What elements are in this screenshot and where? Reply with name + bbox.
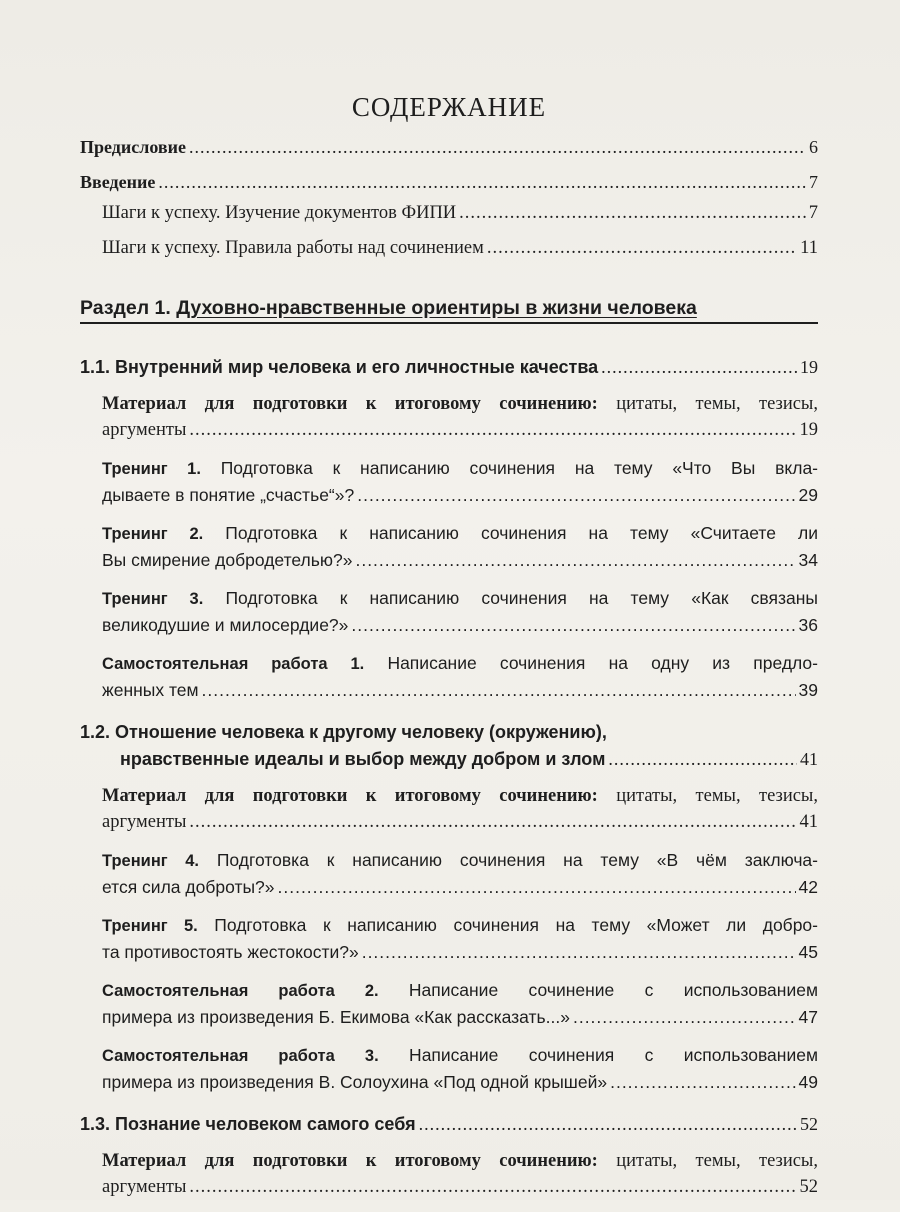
item-bold: Материал для подготовки к итоговому сочинению: xyxy=(102,786,598,806)
leader-dots xyxy=(608,746,797,773)
page-title: СОДЕРЖАНИЕ xyxy=(351,92,547,122)
leader-dots xyxy=(601,354,797,381)
subsection-title: 1.2. Отношение человека к другому человеку (окружению), xyxy=(80,722,607,742)
toc-item[interactable] xyxy=(102,1042,818,1095)
page-number: 41 xyxy=(799,812,818,832)
item-text-cont: аргументы xyxy=(102,812,187,832)
leader-dots xyxy=(351,612,795,638)
toc-item[interactable] xyxy=(102,585,818,638)
toc-item[interactable] xyxy=(102,455,818,508)
toc-entry-1-2[interactable] xyxy=(80,719,818,773)
toc-entry-fipi-documents[interactable] xyxy=(102,203,818,224)
toc-entry-introduction[interactable] xyxy=(80,172,818,193)
item-bold: Тренинг 2. xyxy=(102,525,204,543)
page-number: 52 xyxy=(800,1114,818,1134)
subsection-title: 1.1. Внутренний мир человека и его личностные качества xyxy=(80,357,599,377)
page-number: 34 xyxy=(798,550,818,570)
page-number: 7 xyxy=(809,172,818,192)
section-prefix: Раздел 1. xyxy=(80,297,177,319)
page-number: 47 xyxy=(798,1007,818,1027)
item-text-cont: аргументы xyxy=(102,420,187,440)
toc-item[interactable] xyxy=(102,520,818,573)
leader-dots xyxy=(362,939,796,965)
toc-item[interactable] xyxy=(102,847,818,900)
toc-item[interactable] xyxy=(102,391,818,443)
page-number: 11 xyxy=(800,238,818,258)
leader-dots xyxy=(487,238,797,259)
leader-dots xyxy=(573,1004,796,1030)
toc-entry-preface[interactable] xyxy=(80,137,818,158)
item-text-cont: аргументы xyxy=(102,1177,187,1197)
leader-dots xyxy=(189,137,806,158)
leader-dots xyxy=(158,172,806,193)
item-text: Написание сочинения с использованием xyxy=(378,1045,818,1065)
item-text-cont: та противостоять жестокости?» xyxy=(102,942,359,962)
item-text-cont: женных тем xyxy=(102,680,199,700)
item-text-cont: дываете в понятие „счастье“»? xyxy=(102,485,355,505)
item-bold: Тренинг 3. xyxy=(102,590,204,608)
table-of-contents xyxy=(80,92,818,1212)
section-title: Духовно-нравственные ориентиры в жизни человека xyxy=(176,297,697,319)
item-text-cont: примера из произведения В. Солоухина «Под одной крышей» xyxy=(102,1072,608,1092)
item-text: цитаты, темы, тезисы, xyxy=(597,1151,818,1171)
leader-dots xyxy=(357,482,795,508)
leader-dots xyxy=(610,1069,795,1095)
item-text-cont: ется сила доброты?» xyxy=(102,877,275,897)
page-number: 19 xyxy=(799,420,818,440)
toc-label: Предисловие xyxy=(80,137,186,157)
item-text: Подготовка к написанию сочинения на тему «Как связаны xyxy=(203,588,818,608)
item-text: Подготовка к написанию сочинения на тему «Считаете ли xyxy=(203,523,819,543)
item-bold: Тренинг 1. xyxy=(102,460,201,478)
toc-item[interactable] xyxy=(102,912,818,965)
page-number: 36 xyxy=(798,615,818,635)
item-text: Написание сочинения на одну из предло- xyxy=(364,653,818,673)
page-number: 6 xyxy=(809,137,818,157)
subsection-title-cont: нравственные идеалы и выбор между добром и злом xyxy=(120,749,606,769)
item-text: Написание сочинение с использованием xyxy=(378,980,818,1000)
item-text-cont: Вы смирение добродетелью?» xyxy=(102,550,353,570)
toc-item[interactable] xyxy=(102,1148,818,1200)
toc-entry-1-1[interactable] xyxy=(80,354,818,381)
page-number: 7 xyxy=(808,203,818,223)
page-number: 45 xyxy=(798,942,818,962)
toc-entry-essay-rules[interactable] xyxy=(102,238,818,259)
leader-dots xyxy=(459,203,806,224)
section-heading[interactable] xyxy=(80,297,818,324)
page-number: 39 xyxy=(798,680,818,700)
item-bold: Материал для подготовки к итоговому сочинению: xyxy=(102,394,598,414)
toc-label: Введение xyxy=(80,172,156,192)
leader-dots xyxy=(278,874,796,900)
toc-item[interactable] xyxy=(102,783,818,835)
toc-label: Шаги к успеху. Правила работы над сочинением xyxy=(102,238,484,258)
item-bold: Самостоятельная работа 1. xyxy=(102,655,365,673)
item-text: Подготовка к написанию сочинения на тему «Что Вы вкла- xyxy=(200,458,819,478)
item-bold: Тренинг 5. xyxy=(102,917,198,935)
item-text: цитаты, темы, тезисы, xyxy=(597,394,818,414)
item-bold: Материал для подготовки к итоговому сочинению: xyxy=(102,1151,598,1171)
item-text: Подготовка к написанию сочинения на тему «Может ли добро- xyxy=(197,915,818,935)
page-number: 52 xyxy=(799,1177,818,1197)
page-number: 41 xyxy=(800,749,818,769)
toc-label: Шаги к успеху. Изучение документов ФИПИ xyxy=(102,203,457,223)
toc-item[interactable] xyxy=(102,650,818,703)
item-bold: Самостоятельная работа 3. xyxy=(102,1047,379,1065)
toc-entry-1-3[interactable] xyxy=(80,1111,818,1138)
item-bold: Самостоятельная работа 2. xyxy=(102,982,379,1000)
page-number: 49 xyxy=(798,1072,818,1092)
leader-dots xyxy=(189,809,796,835)
item-text: цитаты, темы, тезисы, xyxy=(597,786,818,806)
page-number: 29 xyxy=(798,485,818,505)
item-bold: Тренинг 4. xyxy=(102,852,199,870)
leader-dots xyxy=(189,1174,796,1200)
leader-dots xyxy=(419,1111,797,1138)
item-text-cont: великодушие и милосердие?» xyxy=(102,615,349,635)
page-number: 19 xyxy=(800,357,818,377)
toc-item[interactable] xyxy=(102,977,818,1030)
item-text: Подготовка к написанию сочинения на тему «В чём заключа- xyxy=(198,850,818,870)
page-number: 42 xyxy=(798,877,818,897)
leader-dots xyxy=(355,547,795,573)
item-text-cont: примера из произведения Б. Екимова «Как рассказать...» xyxy=(102,1007,570,1027)
subsection-title: 1.3. Познание человеком самого себя xyxy=(80,1114,416,1134)
leader-dots xyxy=(189,417,796,443)
leader-dots xyxy=(202,677,796,703)
